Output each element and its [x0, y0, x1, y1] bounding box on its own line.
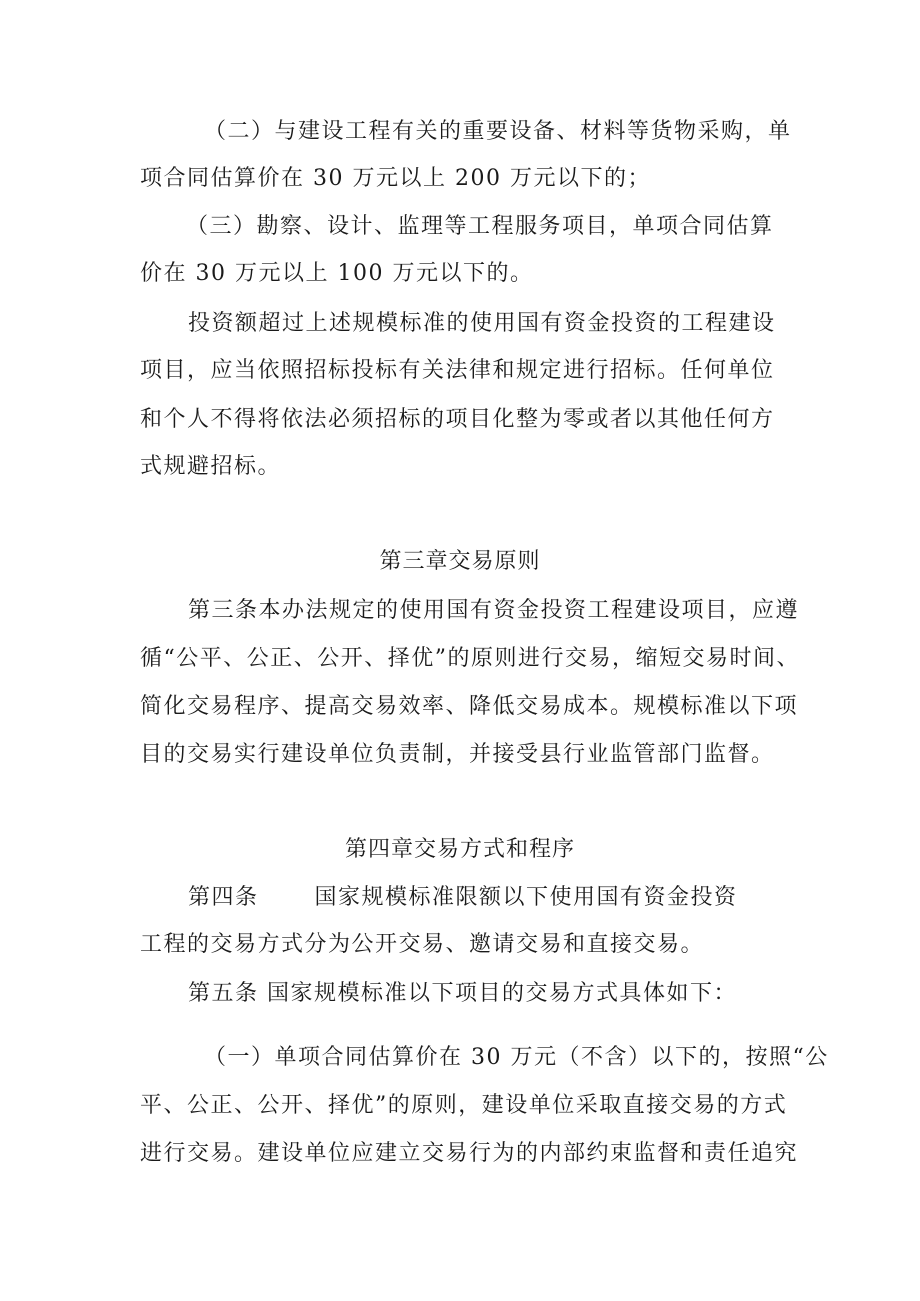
paragraph-line: 简化交易程序、提高交易效率、降低交易成本。规模标准以下项	[140, 694, 799, 719]
chapter-heading: 第四章交易方式和程序	[344, 837, 575, 862]
paragraph-line: 和个人不得将依法必须招标的项目化整为零或者以其他任何方	[140, 407, 775, 432]
paragraph-line: 平、公正、公开、择优”的原则，建设单位采取直接交易的方式	[140, 1093, 788, 1118]
paragraph-line: 进行交易。建设单位应建立交易行为的内部约束监督和责任追究	[140, 1141, 799, 1166]
paragraph-line: 目的交易实行建设单位负责制，并接受县行业监管部门监督。	[140, 742, 775, 767]
paragraph-line: 第五条 国家规模标准以下项目的交易方式具体如下：	[188, 981, 737, 1006]
paragraph-line: 第三条本办法规定的使用国有资金投资工程建设项目，应遵	[188, 598, 800, 623]
paragraph-line: （二）与建设工程有关的重要设备、材料等货物采购，单	[204, 119, 792, 144]
paragraph-line: 价在 30 万元以上 100 万元以下的。	[140, 261, 534, 286]
paragraph-line: （三）勘察、设计、监理等工程服务项目，单项合同估算	[186, 214, 774, 239]
paragraph-line: 投资额超过上述规模标准的使用国有资金投资的工程建设	[188, 311, 776, 336]
paragraph-line	[0, 883, 920, 913]
paragraph-line: （一）单项合同估算价在 30 万元（不含）以下的，按照“公	[204, 1045, 829, 1070]
paragraph-line: 项合同估算价在 30 万元以上 200 万元以下的；	[140, 166, 651, 191]
article-label: 第四条	[188, 885, 259, 910]
paragraph-line: 工程的交易方式分为公开交易、邀请交易和直接交易。	[140, 932, 705, 957]
paragraph-line: 式规避招标。	[140, 454, 282, 479]
article-text: 国家规模标准限额以下使用国有资金投资	[314, 885, 738, 910]
paragraph-line: 项目，应当依照招标投标有关法律和规定进行招标。任何单位	[140, 358, 775, 383]
chapter-heading: 第三章交易原则	[379, 549, 541, 574]
paragraph-line: 循“公平、公正、公开、择优”的原则进行交易，缩短交易时间、	[140, 646, 800, 671]
